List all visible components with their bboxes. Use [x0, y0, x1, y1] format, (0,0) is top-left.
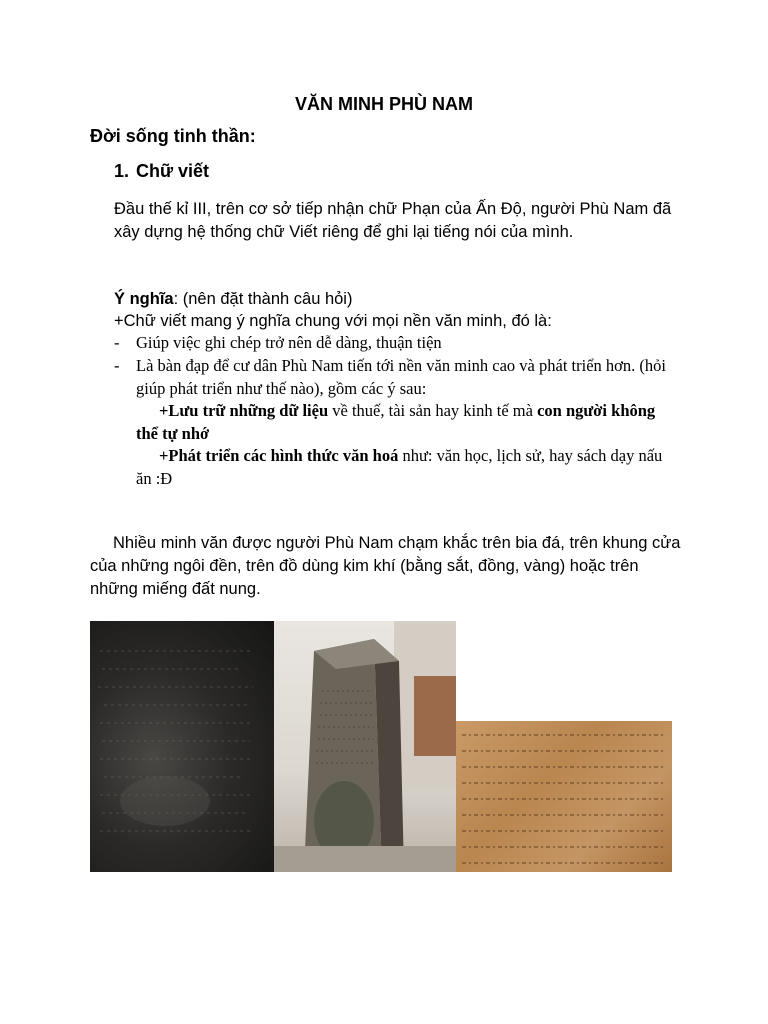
- dark-stone-inscription-photo: [90, 621, 274, 872]
- closing-paragraph: Nhiều minh văn được người Phù Nam chạm khắc trên bia đá, trên khung cửa của những ngôi đền, trên đồ dùng kim khí (bằng sắt, đồng, vàng) hoặc trên những miếng đất nung.: [90, 534, 681, 598]
- meaning-lead: +Chữ viết mang ý nghĩa chung với mọi nền văn minh, đó là:: [114, 312, 552, 330]
- list-item: [114, 354, 674, 400]
- bullet-text: Giúp việc ghi chép trở nên dễ dàng, thuận tiện: [136, 333, 442, 352]
- intro-paragraph: Đầu thế kỉ III, trên cơ sở tiếp nhận chữ Phạn của Ấn Độ, người Phù Nam đã xây dựng hệ thống chữ Viết riêng để ghi lại tiếng nói của mình.: [114, 200, 672, 241]
- meaning-note: : (nên đặt thành câu hỏi): [173, 290, 353, 308]
- sub-point-bold: con người không thể tự nhớ: [136, 401, 656, 443]
- sub-point-text: về thuế, tài sản hay kinh tế mà: [328, 401, 538, 420]
- subsection-number: 1.: [114, 161, 130, 181]
- bullet-marker: -: [114, 333, 120, 352]
- meaning-line: [114, 288, 352, 311]
- subsection-heading: [114, 161, 209, 182]
- meaning-label: Ý nghĩa: [114, 290, 174, 308]
- document-title: VĂN MINH PHÙ NAM: [295, 94, 473, 114]
- sub-point-culture: [136, 444, 676, 490]
- sub-point-bold: +Phát triển các hình thức văn hoá: [159, 446, 399, 465]
- bullet-marker: -: [114, 356, 120, 375]
- sub-point-bold: +Lưu trữ những dữ liệu: [159, 401, 329, 420]
- sub-point-text: như: văn học, lịch sử, hay sách dạy nấu ăn :Đ: [136, 446, 663, 488]
- sub-point-storage: [136, 399, 676, 445]
- section-heading: Đời sống tinh thần:: [90, 126, 256, 146]
- stone-stele-photo: [274, 621, 456, 872]
- terracotta-script-photo: [456, 721, 672, 872]
- bullet-text: Là bàn đạp để cư dân Phù Nam tiến tới nền văn minh cao và phát triển hơn. (hỏi giúp phát triển như thế nào), gồm các ý sau:: [136, 356, 666, 398]
- subsection-label: Chữ viết: [136, 161, 210, 181]
